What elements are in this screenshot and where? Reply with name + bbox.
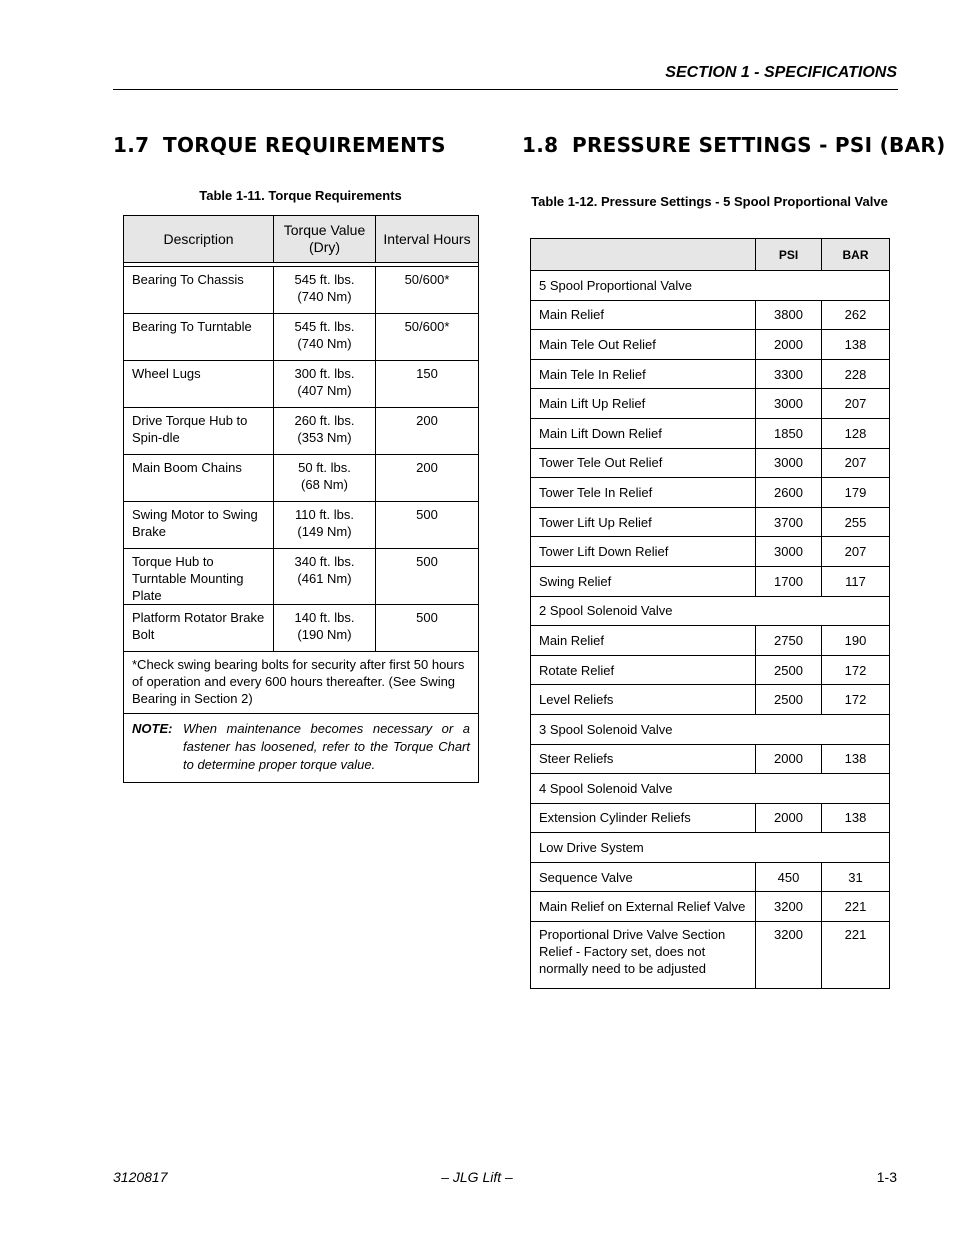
psi-value: 2000 [756, 330, 822, 360]
table-row [531, 537, 890, 567]
torque-imperial: 140 ft. lbs. [294, 610, 355, 625]
pressure-table [530, 238, 890, 989]
col-header-blank [531, 239, 756, 271]
col-header-interval: Interval Hours [376, 216, 479, 263]
bar-value: 228 [822, 359, 890, 389]
torque-metric: (740 Nm) [297, 289, 352, 304]
bar-value: 207 [822, 537, 890, 567]
psi-value: 1700 [756, 566, 822, 596]
section-title: TORQUE REQUIREMENTS [163, 133, 446, 157]
psi-value: 3000 [756, 389, 822, 419]
bar-value: 172 [822, 685, 890, 715]
bar-value: 221 [822, 892, 890, 922]
torque-imperial: 110 ft. lbs. [294, 507, 354, 522]
group-label: 4 Spool Solenoid Valve [531, 774, 890, 804]
torque-value [274, 455, 376, 502]
psi-value: 450 [756, 862, 822, 892]
torque-value [274, 549, 376, 605]
torque-imperial: 260 ft. lbs. [294, 413, 355, 428]
torque-table-caption: Table 1-11. Torque Requirements [199, 188, 402, 203]
pressure-table-caption: Table 1-12. Pressure Settings - 5 Spool Proportional Valve [531, 194, 888, 209]
bar-value: 190 [822, 626, 890, 656]
col-header-torque: Torque Value (Dry) [274, 216, 376, 263]
group-row [531, 271, 890, 301]
torque-footnote: *Check swing bearing bolts for security after first 50 hours of operation and every 600 hours thereafter. (See Swing Bearing in Section 2) [124, 652, 479, 714]
header-rule [113, 89, 898, 90]
psi-value: 2500 [756, 655, 822, 685]
torque-metric: (68 Nm) [301, 477, 348, 492]
torque-value [274, 605, 376, 652]
setting-name: Main Relief on External Relief Valve [531, 892, 756, 922]
group-label: 3 Spool Solenoid Valve [531, 714, 890, 744]
bar-value: 221 [822, 922, 890, 989]
setting-name: Main Relief [531, 300, 756, 330]
psi-value: 3200 [756, 922, 822, 989]
setting-name: Main Relief [531, 626, 756, 656]
group-row [531, 596, 890, 626]
interval-hours: 500 [376, 549, 479, 605]
table-row [531, 626, 890, 656]
group-label: 5 Spool Proportional Valve [531, 271, 890, 301]
table-row [124, 502, 479, 549]
col-header-psi: PSI [756, 239, 822, 271]
table-row [531, 803, 890, 833]
group-row [531, 714, 890, 744]
torque-description: Main Boom Chains [124, 455, 274, 502]
col-header-description: Description [124, 216, 274, 263]
table-row [531, 507, 890, 537]
bar-value: 262 [822, 300, 890, 330]
torque-description: Drive Torque Hub to Spin-dle [124, 408, 274, 455]
torque-imperial: 300 ft. lbs. [294, 366, 355, 381]
table-row [531, 418, 890, 448]
interval-hours: 500 [376, 502, 479, 549]
bar-value: 207 [822, 389, 890, 419]
torque-metric: (190 Nm) [297, 627, 352, 642]
psi-value: 3000 [756, 448, 822, 478]
psi-value: 3300 [756, 359, 822, 389]
torque-value [274, 267, 376, 314]
torque-note-row [124, 714, 479, 783]
torque-value [274, 408, 376, 455]
torque-description: Swing Motor to Swing Brake [124, 502, 274, 549]
bar-value: 172 [822, 655, 890, 685]
psi-value: 2600 [756, 478, 822, 508]
setting-name: Main Lift Up Relief [531, 389, 756, 419]
table-row [124, 549, 479, 605]
group-label: Low Drive System [531, 833, 890, 863]
bar-value: 31 [822, 862, 890, 892]
setting-name: Tower Lift Down Relief [531, 537, 756, 567]
psi-value: 3700 [756, 507, 822, 537]
torque-metric: (353 Nm) [297, 430, 352, 445]
psi-value: 2000 [756, 803, 822, 833]
col-header-bar: BAR [822, 239, 890, 271]
psi-value: 3000 [756, 537, 822, 567]
torque-section-heading [113, 133, 446, 157]
psi-value: 2000 [756, 744, 822, 774]
section-number: 1.7 [113, 133, 150, 157]
bar-value: 138 [822, 330, 890, 360]
table-row [124, 408, 479, 455]
table-row [531, 744, 890, 774]
table-row [531, 330, 890, 360]
table-row [531, 389, 890, 419]
table-row [531, 478, 890, 508]
table-row [531, 566, 890, 596]
torque-description: Platform Rotator Brake Bolt [124, 605, 274, 652]
setting-name: Main Tele Out Relief [531, 330, 756, 360]
torque-description: Bearing To Chassis [124, 267, 274, 314]
bar-value: 207 [822, 448, 890, 478]
table-row [531, 300, 890, 330]
section-header-title: SECTION 1 - SPECIFICATIONS [665, 64, 897, 81]
psi-value: 3800 [756, 300, 822, 330]
psi-value: 2500 [756, 685, 822, 715]
table-row [124, 267, 479, 314]
footer-center: – JLG Lift – [441, 1169, 513, 1185]
torque-value [274, 502, 376, 549]
torque-description: Wheel Lugs [124, 361, 274, 408]
torque-description: Torque Hub to Turntable Mounting Plate [124, 549, 274, 605]
psi-value: 1850 [756, 418, 822, 448]
group-label: 2 Spool Solenoid Valve [531, 596, 890, 626]
footer-page-number: 1-3 [876, 1169, 897, 1185]
interval-hours: 200 [376, 408, 479, 455]
torque-imperial: 50 ft. lbs. [298, 460, 351, 475]
torque-imperial: 545 ft. lbs. [294, 272, 355, 287]
section-number: 1.8 [522, 133, 559, 157]
torque-metric: (149 Nm) [297, 524, 352, 539]
pressure-header-row [531, 239, 890, 271]
torque-header-row [124, 216, 479, 263]
torque-value [274, 314, 376, 361]
torque-imperial: 340 ft. lbs. [294, 554, 355, 569]
group-row [531, 774, 890, 804]
torque-description: Bearing To Turntable [124, 314, 274, 361]
setting-name: Level Reliefs [531, 685, 756, 715]
table-row [531, 448, 890, 478]
bar-value: 255 [822, 507, 890, 537]
interval-hours: 500 [376, 605, 479, 652]
torque-metric: (461 Nm) [297, 571, 352, 586]
setting-name: Tower Tele In Relief [531, 478, 756, 508]
torque-value [274, 361, 376, 408]
torque-metric: (740 Nm) [297, 336, 352, 351]
interval-hours: 200 [376, 455, 479, 502]
torque-footnote-row [124, 652, 479, 714]
pressure-section-heading [522, 133, 946, 157]
bar-value: 138 [822, 803, 890, 833]
setting-name: Extension Cylinder Reliefs [531, 803, 756, 833]
table-row [124, 455, 479, 502]
interval-hours: 150 [376, 361, 479, 408]
setting-name: Tower Tele Out Relief [531, 448, 756, 478]
table-row [531, 862, 890, 892]
psi-value: 3200 [756, 892, 822, 922]
section-title: PRESSURE SETTINGS - PSI (BAR) [572, 133, 946, 157]
table-row [124, 314, 479, 361]
setting-name: Swing Relief [531, 566, 756, 596]
table-row [531, 359, 890, 389]
bar-value: 128 [822, 418, 890, 448]
bar-value: 117 [822, 566, 890, 596]
interval-hours: 50/600* [376, 267, 479, 314]
bar-value: 179 [822, 478, 890, 508]
note-label: NOTE: [132, 721, 173, 736]
table-row [531, 892, 890, 922]
setting-name: Proportional Drive Valve Section Relief - Factory set, does not normally need to be adjusted [531, 922, 756, 989]
setting-name: Tower Lift Up Relief [531, 507, 756, 537]
setting-name: Rotate Relief [531, 655, 756, 685]
table-row [531, 922, 890, 989]
setting-name: Main Tele In Relief [531, 359, 756, 389]
table-row [531, 685, 890, 715]
table-row [124, 361, 479, 408]
bar-value: 138 [822, 744, 890, 774]
interval-hours: 50/600* [376, 314, 479, 361]
psi-value: 2750 [756, 626, 822, 656]
footer-doc-number: 3120817 [113, 1169, 168, 1185]
table-row [531, 655, 890, 685]
torque-imperial: 545 ft. lbs. [294, 319, 355, 334]
torque-metric: (407 Nm) [297, 383, 352, 398]
table-row [124, 605, 479, 652]
setting-name: Sequence Valve [531, 862, 756, 892]
torque-table [123, 215, 479, 783]
setting-name: Main Lift Down Relief [531, 418, 756, 448]
note-text: When maintenance becomes necessary or a fastener has loosened, refer to the Torque Chart to determine proper torque value. [183, 721, 470, 772]
setting-name: Steer Reliefs [531, 744, 756, 774]
group-row [531, 833, 890, 863]
